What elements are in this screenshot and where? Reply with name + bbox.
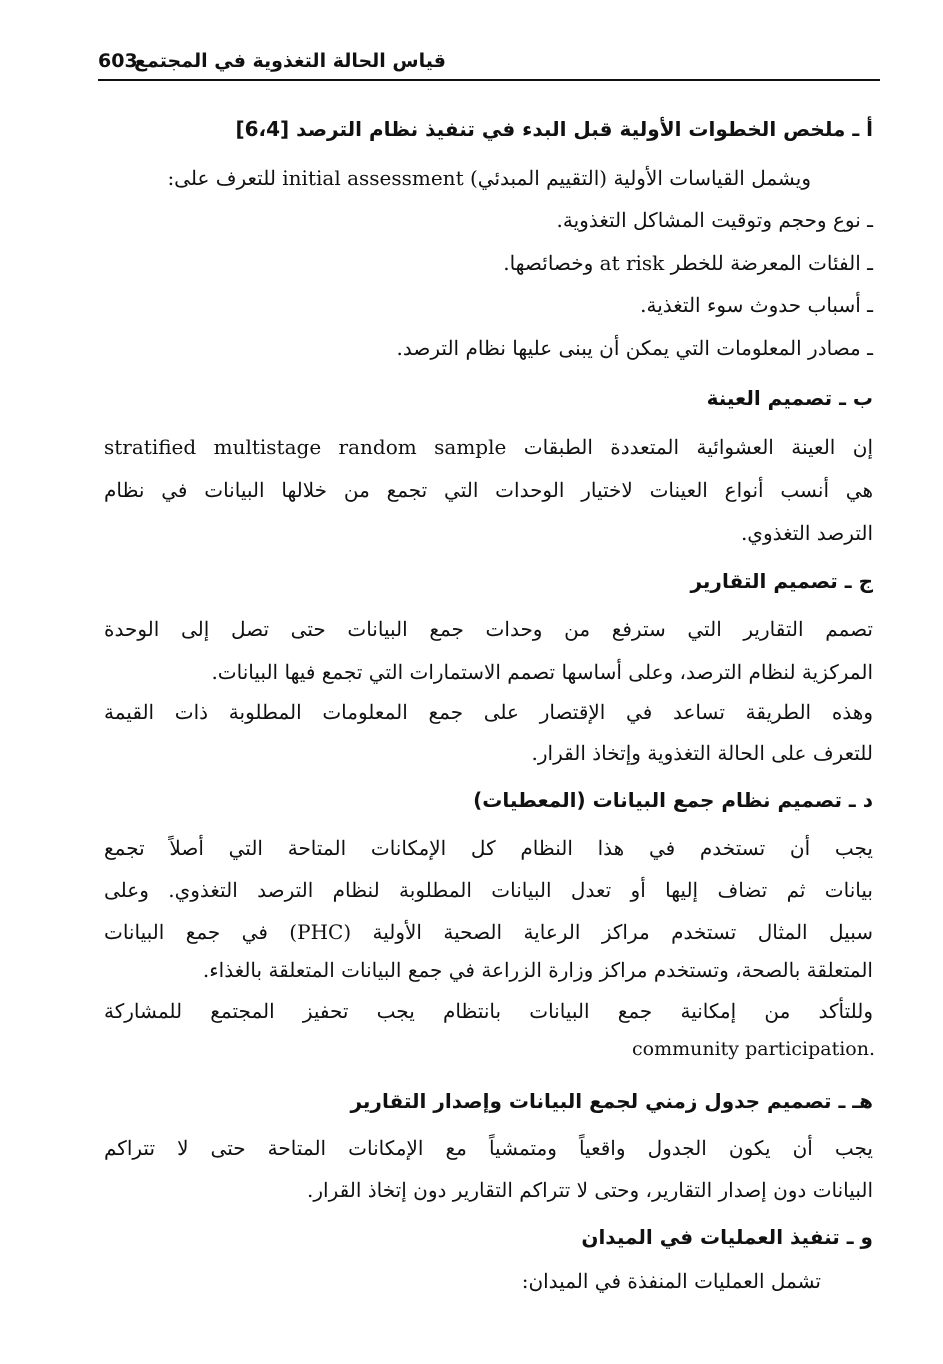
paragraph-line: إن العينة العشوائية المتعددة الطبقات stratified multistage random sample <box>104 435 874 459</box>
paragraph-line: سبيل المثال تستخدم مراكز الرعاية الصحية الأولية (PHC) في جمع البيانات <box>104 920 873 944</box>
paragraph-line: تشمل العمليات المنفذة في الميدان: <box>521 1269 821 1293</box>
running-title: قياس الحالة التغذوية في المجتمع <box>134 50 446 72</box>
section-heading-f: و ـ تنفيذ العمليات في الميدان <box>581 1225 873 1249</box>
paragraph-line: المركزية لنظام الترصد، وعلى أساسها تصمم الاستمارات التي تجمع فيها البيانات. <box>211 660 873 684</box>
paragraph-line: community participation. <box>632 1038 875 1060</box>
bullet-item: ـ مصادر المعلومات التي يمكن أن يبنى عليها نظام الترصد. <box>396 336 873 360</box>
paragraph-line: الترصد التغذوي. <box>740 521 873 545</box>
paragraph-line: تصمم التقارير التي سترفع من وحدات جمع البيانات حتى تصل إلى الوحدة <box>104 617 873 641</box>
paragraph-line: يجب أن يكون الجدول واقعياً ومتمشياً مع الإمكانات المتاحة حتى لا تتراكم <box>104 1136 873 1160</box>
page-number: 603 <box>98 50 138 72</box>
paragraph-line: وللتأكد من إمكانية جمع البيانات بانتظام يجب تحفيز المجتمع للمشاركة <box>104 999 873 1023</box>
paragraph-line: بيانات ثم تضاف إليها أو تعدل البيانات المطلوبة لنظام الترصد التغذوي. وعلى <box>104 878 873 902</box>
paragraph-line: ويشمل القياسات الأولية (التقييم المبدئي) initial assessment للتعرف على: <box>167 166 811 190</box>
paragraph-line: المتعلقة بالصحة، وتستخدم مراكز وزارة الزراعة في جمع البيانات المتعلقة بالغذاء. <box>202 958 873 982</box>
section-heading-c: ج ـ تصميم التقارير <box>690 569 873 593</box>
bullet-item: ـ الفئات المعرضة للخطر at risk وخصائصها. <box>503 251 873 275</box>
section-heading-a: أ ـ ملخص الخطوات الأولية قبل البدء في تنفيذ نظام الترصد [6،4] <box>235 117 873 141</box>
paragraph-line: هي أنسب أنواع العينات لاختيار الوحدات التي تجمع من خلالها البيانات في نظام <box>104 478 873 502</box>
section-heading-d: د ـ تصميم نظام جمع البيانات (المعطيات) <box>473 788 873 812</box>
header-rule <box>98 79 880 81</box>
bullet-item: ـ نوع وحجم وتوقيت المشاكل التغذوية. <box>556 208 873 232</box>
paragraph-line: وهذه الطريقة تساعد في الإقتصار على جمع المعلومات المطلوبة ذات القيمة <box>104 700 873 724</box>
paragraph-line: يجب أن تستخدم في هذا النظام كل الإمكانات المتاحة التي أصلاً تجمع <box>104 836 873 860</box>
section-heading-e: هـ ـ تصميم جدول زمني لجمع البيانات وإصدار التقارير <box>350 1089 873 1113</box>
paragraph-line: البيانات دون إصدار التقارير، وحتى لا تتراكم التقارير دون إتخاذ القرار. <box>307 1178 873 1202</box>
paragraph-line: للتعرف على الحالة التغذوية وإتخاذ القرار. <box>531 741 873 765</box>
running-header <box>98 48 878 78</box>
section-heading-b: ب ـ تصميم العينة <box>706 386 873 410</box>
bullet-item: ـ أسباب حدوث سوء التغذية. <box>640 293 873 317</box>
